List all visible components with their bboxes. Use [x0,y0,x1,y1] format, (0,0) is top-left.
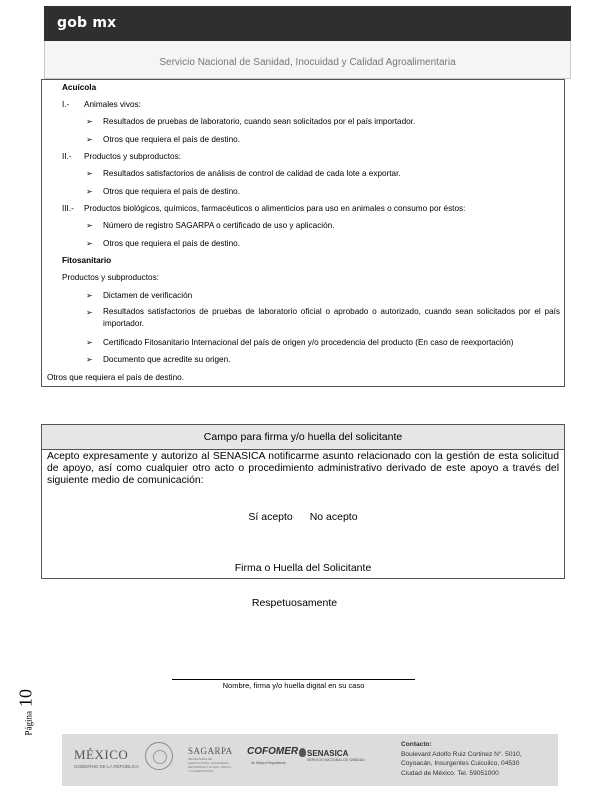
consent-box [41,424,565,579]
section-i-number: I.- [62,100,70,109]
list-item: Resultados satisfactorios de análisis de control de calidad de cada lote a exportar. [103,169,401,178]
bullet-arrow-icon: ➢ [86,355,93,364]
gob-mx-logo: gob mx [57,15,117,31]
bullet-arrow-icon: ➢ [86,135,93,144]
sagarpa-logo: SAGARPA [188,746,233,756]
requirements-box [41,79,565,387]
section-ii-number: II.- [62,152,72,161]
contact-line: Boulevard Adolfo Ruiz Cortinez N°. 5010, [401,750,522,758]
reject-option[interactable]: No acepto [309,511,358,523]
list-item: Certificado Fitosanitario Internacional del país de origen y/o procedencia del producto (En caso de reexportación) [103,338,514,347]
gobierno-label: GOBIERNO DE LA REPÚBLICA [74,764,140,769]
accept-option[interactable]: Sí acepto [248,511,293,523]
senasica-logo: SENASICA [307,749,349,758]
accept-options [42,511,564,523]
otros-text: Otros que requiera el país de destino. [47,373,184,382]
bullet-arrow-icon: ➢ [86,187,93,196]
bullet-arrow-icon: ➢ [86,308,93,317]
mexico-logo: MÉXICO [74,747,129,762]
national-seal-icon [145,742,173,770]
senasica-subtitle: SERVICIO NACIONAL DE SANIDAD [307,758,365,762]
signature-line [172,679,415,680]
list-item: Resultados satisfactorios de pruebas de laboratorio oficial o aprobado o autorizado, cuando sean solicitados por el país importador. [103,307,560,328]
acuicola-title: Acuícola [62,83,97,92]
bullet-arrow-icon: ➢ [86,338,93,347]
senasica-leaf-icon [299,748,306,757]
agency-banner [44,41,571,79]
list-item: Otros que requiera el país de destino. [103,239,240,248]
contact-info [401,740,522,778]
consent-text: Acepto expresamente y autorizo al SENASICA notificarme asunto relacionado con la gestión de esta solicitud de apoyo, así como cualquier otro acto o procedimiento administrativo derivado de este apoyo a través del siguiente medio de comunicación: [47,451,559,486]
list-item: Documento que acredite su origen. [103,355,231,364]
bullet-arrow-icon: ➢ [86,291,93,300]
page-value: 10 [15,689,36,707]
top-banner [44,6,571,41]
closing-text: Respetuosamente [251,597,338,609]
list-item: Resultados de pruebas de laboratorio, cuando sean solicitados por el país importador. [103,117,416,126]
consent-title: Campo para firma y/o huella del solicitante [42,425,564,450]
list-item: Otros que requiera el país de destino. [103,187,240,196]
footer-banner [62,734,558,786]
fitosanitario-title: Fitosanitario [62,256,112,265]
bullet-arrow-icon: ➢ [86,169,93,178]
cofomer-subtitle: de Mejora Regulatoria [251,761,286,765]
section-ii-label: Productos y subproductos: [84,152,181,161]
section-i-label: Animales vivos: [84,100,141,109]
contact-title: Contacto: [401,741,432,748]
contact-line: Ciudad de México. Tel. 59051000 [401,769,499,777]
sagarpa-subtitle: SECRETARÍA DE AGRICULTURA, GANADERÍA, DESARROLLO RURAL, PESCA Y ALIMENTACIÓN [188,757,232,773]
signature-label: Nombre, firma y/o huella digital en su caso [222,681,365,690]
bullet-arrow-icon: ➢ [86,221,93,230]
section-iii-number: III.- [62,204,74,213]
bullet-arrow-icon: ➢ [86,239,93,248]
agency-name: Servicio Nacional de Sanidad, Inocuidad y Calidad Agroalimentaria [159,57,456,68]
section-iii-label: Productos biológicos, químicos, farmacéuticos o alimenticios para uso en animales o consumo por éstos: [84,204,466,213]
page-word: Página [23,711,34,736]
list-item: Número de registro SAGARPA o certificado de uso y aplicación. [103,221,335,230]
page-number [15,673,36,736]
fitosanitario-label: Productos y subproductos: [62,273,159,282]
bullet-arrow-icon: ➢ [86,117,93,126]
signature-caption: Firma o Huella del Solicitante [234,562,372,574]
list-item: Dictamen de verificación [103,291,193,300]
cofomer-logo: COFOMER [247,746,299,757]
contact-line: Coyoacán, Insurgentes Cuicuilco, 04530 [401,760,520,767]
list-item: Otros que requiera el país de destino. [103,135,240,144]
